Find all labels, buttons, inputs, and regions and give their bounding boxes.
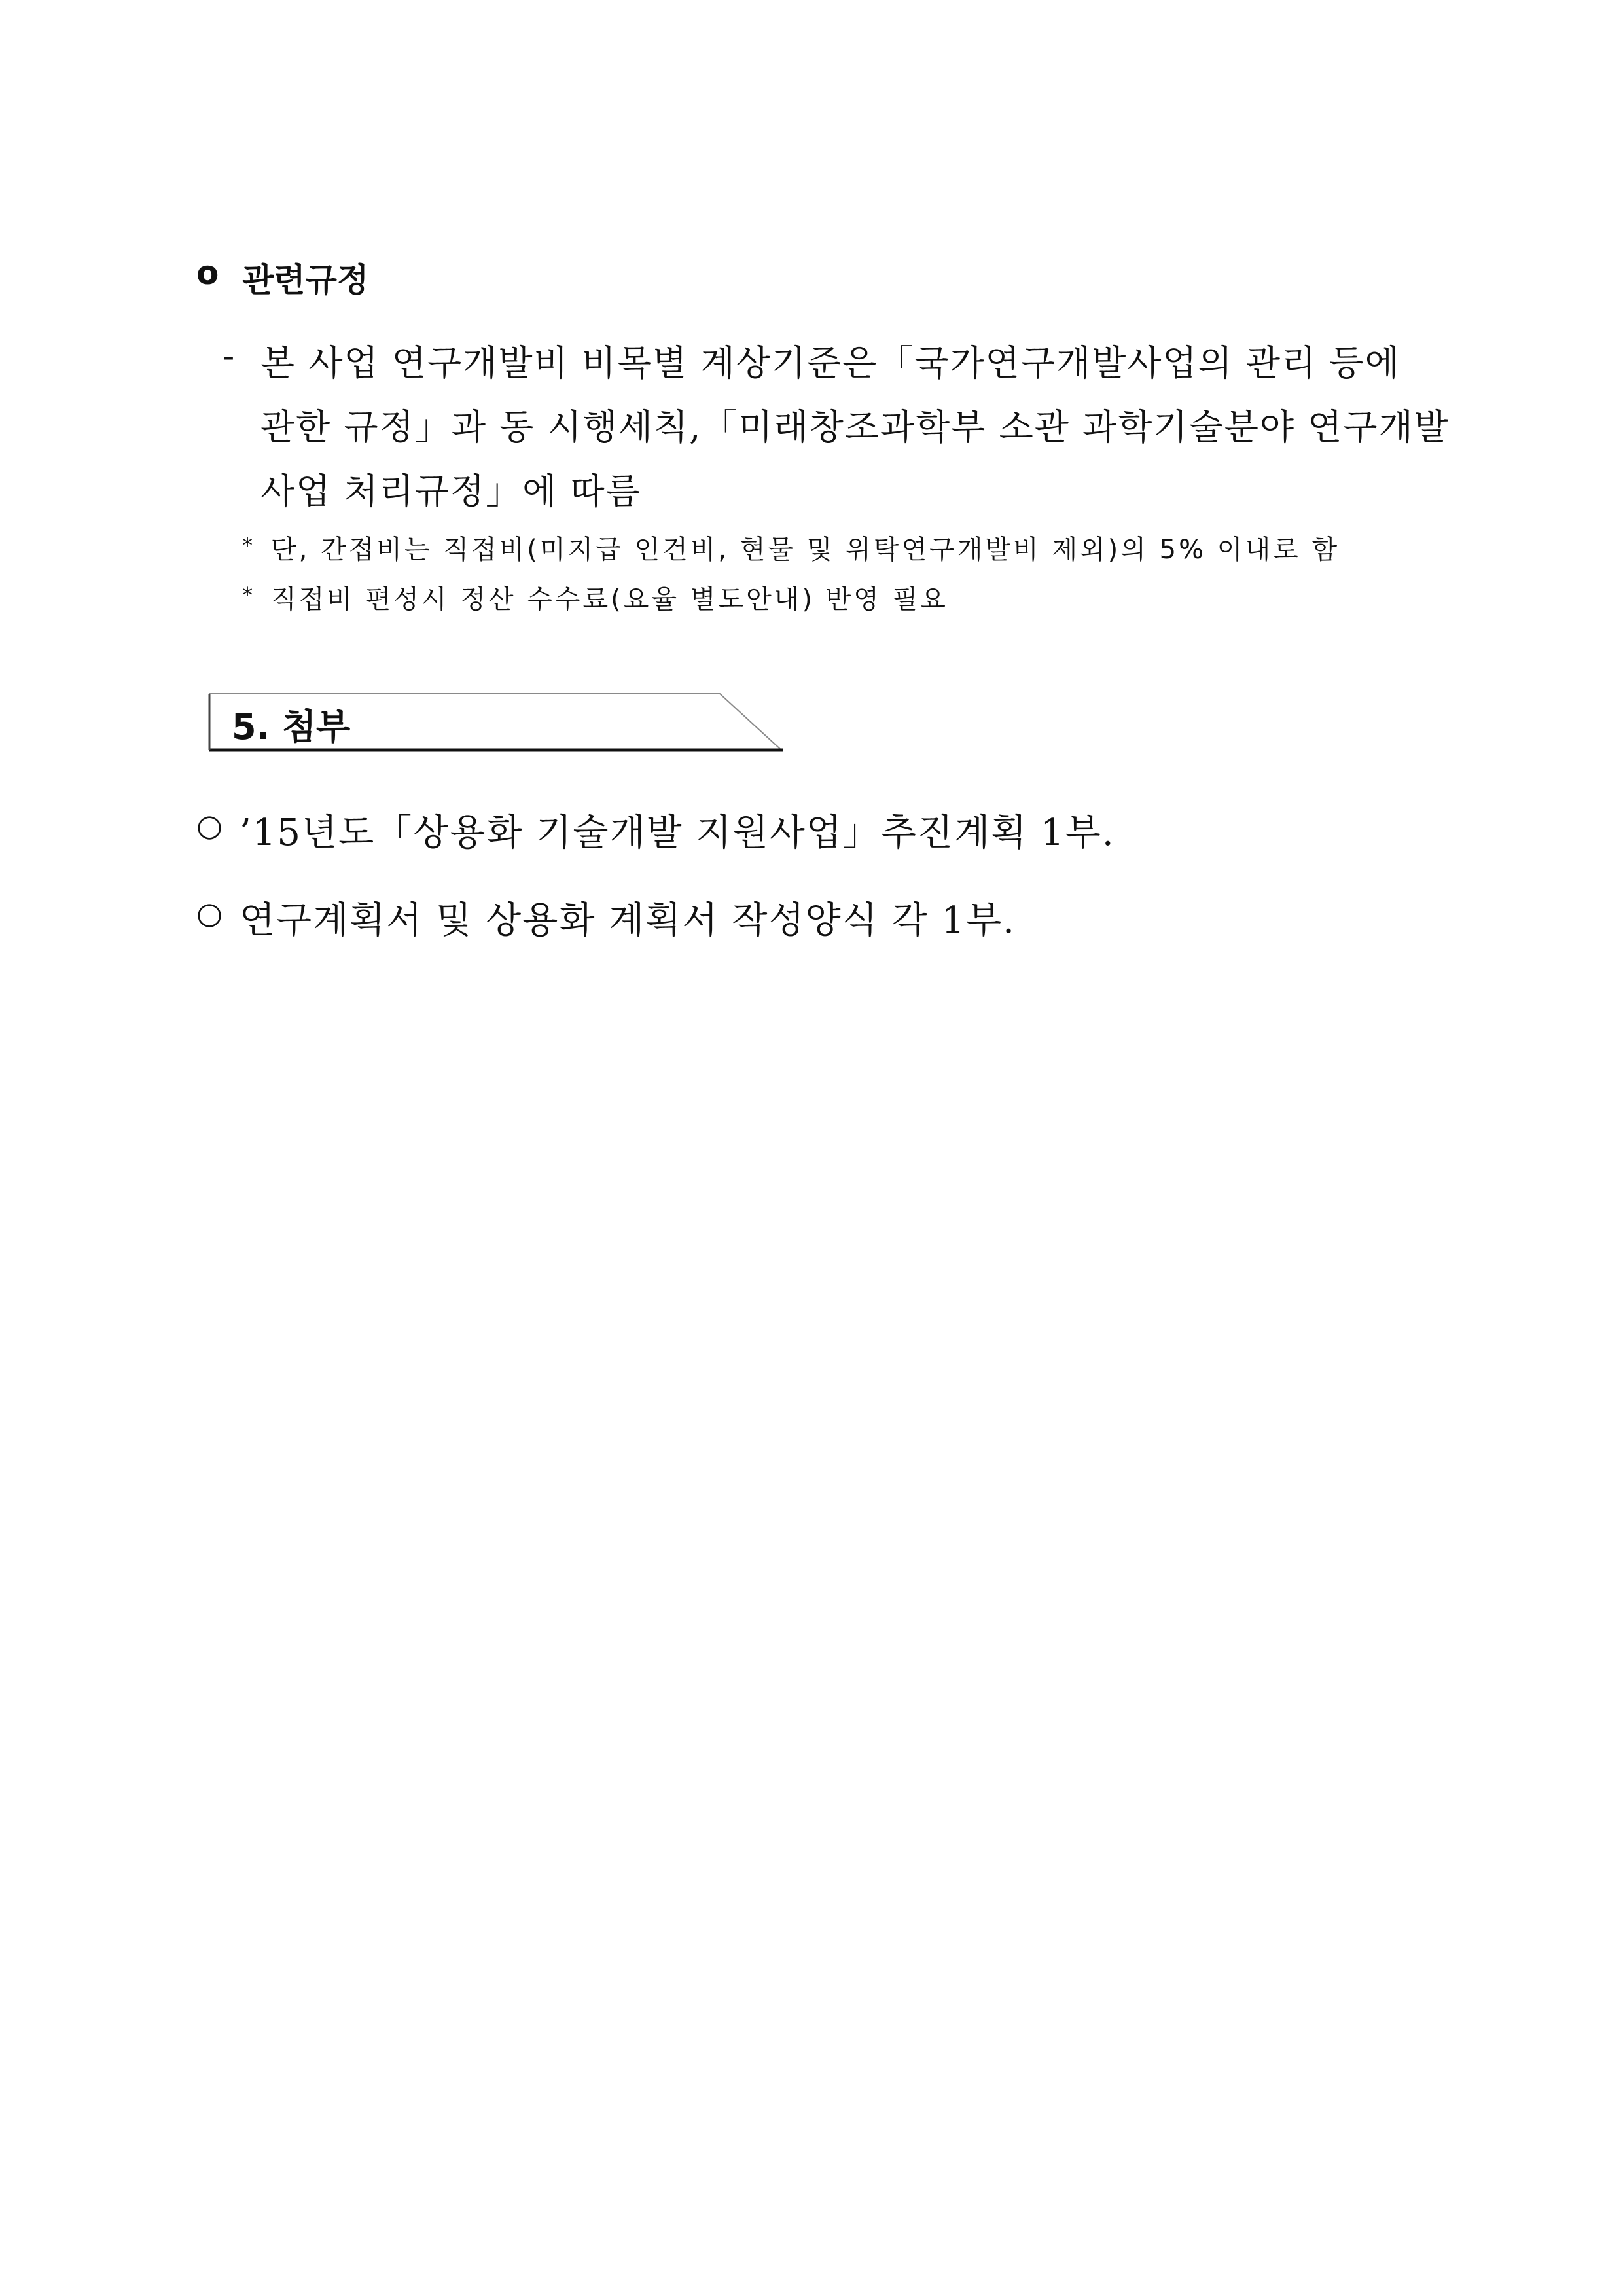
heading-text: 관련규정 <box>242 261 369 299</box>
note-mark: * <box>242 533 255 558</box>
attachment-text: 연구계획서 및 상용화 계획서 작성양식 각 1부. <box>240 899 1016 942</box>
regulation-line-2: 관한 규정」과 동 시행세칙,「미래창조과학부 소관 과학기술분야 연구개발 <box>260 406 1450 448</box>
attachment-text: ’15년도「상용화 기술개발 지원사업」추진계획 1부. <box>240 812 1115 854</box>
attachment-bullet: ○ <box>196 808 224 843</box>
regulation-line-3: 사업 처리규정」에 따름 <box>260 471 641 512</box>
section-header-box <box>208 692 784 753</box>
heading-bullet: o <box>196 254 219 292</box>
attachment-bullet: ○ <box>196 895 224 931</box>
note-mark: * <box>242 583 255 607</box>
note-text: 단, 간접비는 직접비(미지급 인건비, 현물 및 위탁연구개발비 제외)의 5% 이내로 함 <box>271 535 1340 565</box>
dash-bullet: - <box>223 335 235 376</box>
regulation-line-1: 본 사업 연구개발비 비목별 계상기준은「국가연구개발사업의 관리 등에 <box>260 342 1400 384</box>
note-text: 직접비 편성시 정산 수수료(요율 별도안내) 반영 필요 <box>271 584 948 615</box>
section-title: 5. 첨부 <box>232 706 351 747</box>
